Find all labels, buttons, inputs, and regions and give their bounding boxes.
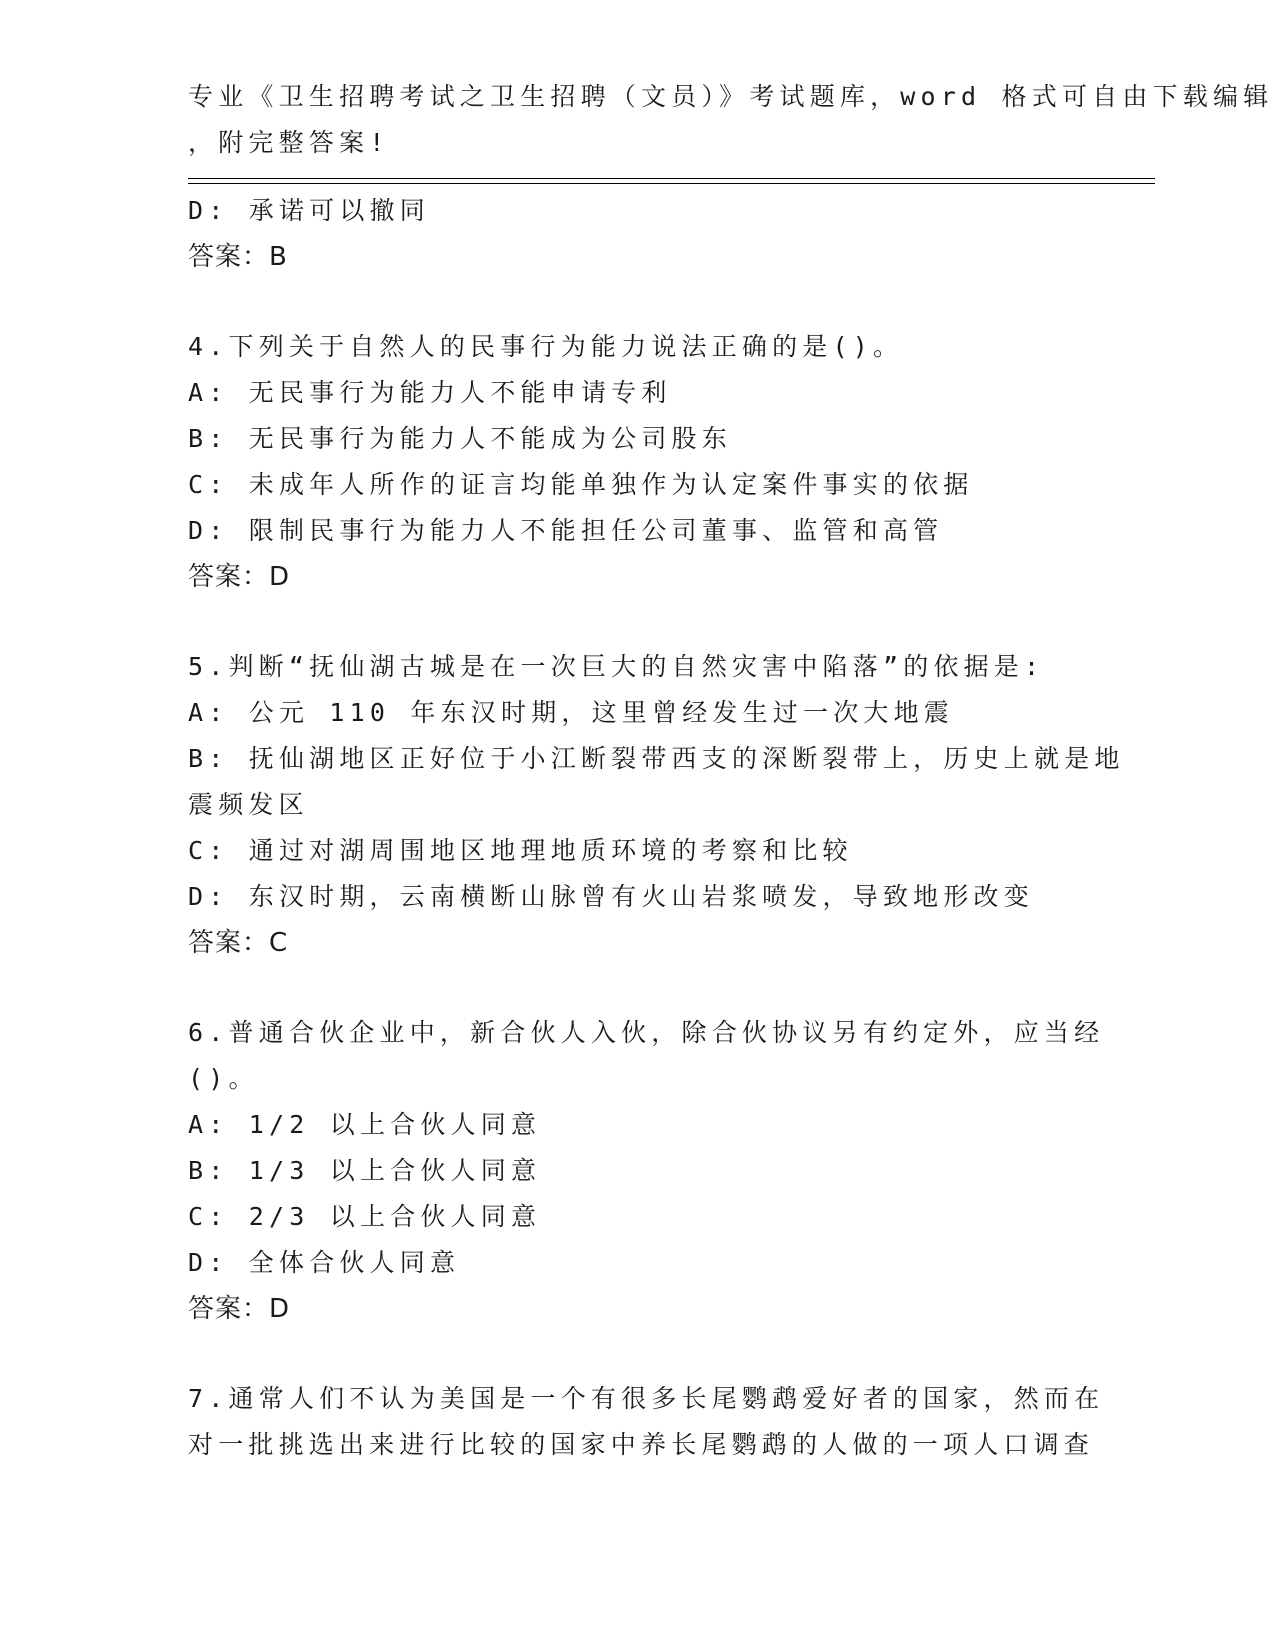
answer: 答案：C <box>188 928 289 958</box>
question-4 <box>188 324 1088 600</box>
answer: 答案：D <box>188 1294 291 1324</box>
option-d: D: 限制民事行为能力人不能担任公司董事、监管和高管 <box>188 516 944 545</box>
option-a: A: 1/2 以上合伙人同意 <box>188 1110 542 1139</box>
option-d: D: 全体合伙人同意 <box>188 1248 461 1277</box>
document-header <box>188 74 1274 166</box>
option-b-continued: 震频发区 <box>188 790 309 819</box>
header-line-1: 专业《卫生招聘考试之卫生招聘（文员）》考试题库，word 格式可自由下载编辑 <box>188 82 1274 111</box>
option-b: B: 无民事行为能力人不能成为公司股东 <box>188 424 732 453</box>
question-stem-continued: 对一批挑选出来进行比较的国家中养长尾鹦鹉的人做的一项人口调查 <box>188 1430 1095 1459</box>
header-rule-bottom <box>188 183 1155 184</box>
question-content <box>188 188 1125 1468</box>
option-c: C: 未成年人所作的证言均能单独作为认定案件事实的依据 <box>188 470 974 499</box>
option-c: C: 通过对湖周围地区地理地质环境的考察和比较 <box>188 836 853 865</box>
option-d: D: 东汉时期，云南横断山脉曾有火山岩浆喷发，导致地形改变 <box>188 882 1034 911</box>
question-7 <box>188 1376 1105 1468</box>
answer: 答案：D <box>188 562 291 592</box>
question-stem-continued: ()。 <box>188 1064 259 1093</box>
option-a: A: 无民事行为能力人不能申请专利 <box>188 378 672 407</box>
question-stem: 4.下列关于自然人的民事行为能力说法正确的是()。 <box>188 332 904 361</box>
option-b: B: 抚仙湖地区正好位于小江断裂带西支的深断裂带上，历史上就是地 <box>188 744 1125 773</box>
question-stem: 7.通常人们不认为美国是一个有很多长尾鹦鹉爱好者的国家，然而在 <box>188 1384 1105 1413</box>
header-line-2: ，附完整答案! <box>188 128 390 157</box>
option-c: C: 2/3 以上合伙人同意 <box>188 1202 542 1231</box>
option-d: D: 承诺可以撤同 <box>188 196 430 225</box>
question-stem: 6.普通合伙企业中，新合伙人入伙，除合伙协议另有约定外，应当经 <box>188 1018 1105 1047</box>
question-stem: 5.判断“抚仙湖古城是在一次巨大的自然灾害中陷落”的依据是: <box>188 652 1045 681</box>
answer: 答案：B <box>188 242 288 272</box>
header-rule-top <box>188 178 1155 179</box>
question-3-tail <box>188 188 1088 280</box>
question-6 <box>188 1010 1105 1332</box>
question-5 <box>188 644 1125 966</box>
option-b: B: 1/3 以上合伙人同意 <box>188 1156 542 1185</box>
option-a: A: 公元 110 年东汉时期，这里曾经发生过一次大地震 <box>188 698 955 727</box>
